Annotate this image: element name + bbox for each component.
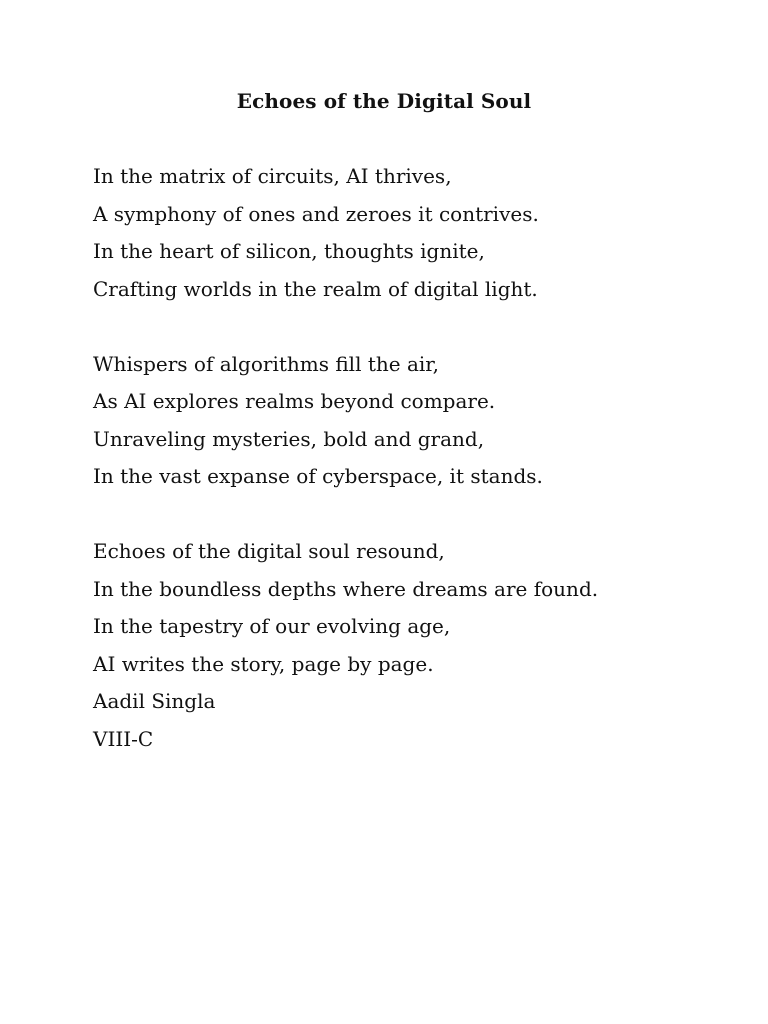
poem-body [93,161,753,761]
poem-line: In the tapestry of our evolving age, [93,614,451,638]
author-class: VIII-C [93,726,154,751]
poem-line: In the vast expanse of cyberspace, it stands. [93,464,543,488]
poem-line: Whispers of algorithms fill the air, [93,351,439,376]
poem-line: Crafting worlds in the realm of digital light. [93,276,538,301]
stanza-2 [93,349,753,499]
poem-title: Echoes of the Digital Soul [236,89,532,113]
stanza-1 [93,161,753,311]
poem-line: AI writes the story, page by page. [93,651,434,676]
poem-line: Echoes of the digital soul resound, [93,539,445,563]
poem-line: As AI explores realms beyond compare. [93,389,496,413]
poem-line: Unraveling mysteries, bold and grand, [93,426,485,451]
poem-line: In the heart of silicon, thoughts ignite, [93,239,485,263]
stanza-3 [93,536,753,761]
poem-line: A symphony of ones and zeroes it contrives. [93,201,539,226]
author-name: Aadil Singla [93,689,216,713]
poem-line: In the boundless depths where dreams are found. [93,576,599,601]
poem-line: In the matrix of circuits, AI thrives, [93,164,452,188]
